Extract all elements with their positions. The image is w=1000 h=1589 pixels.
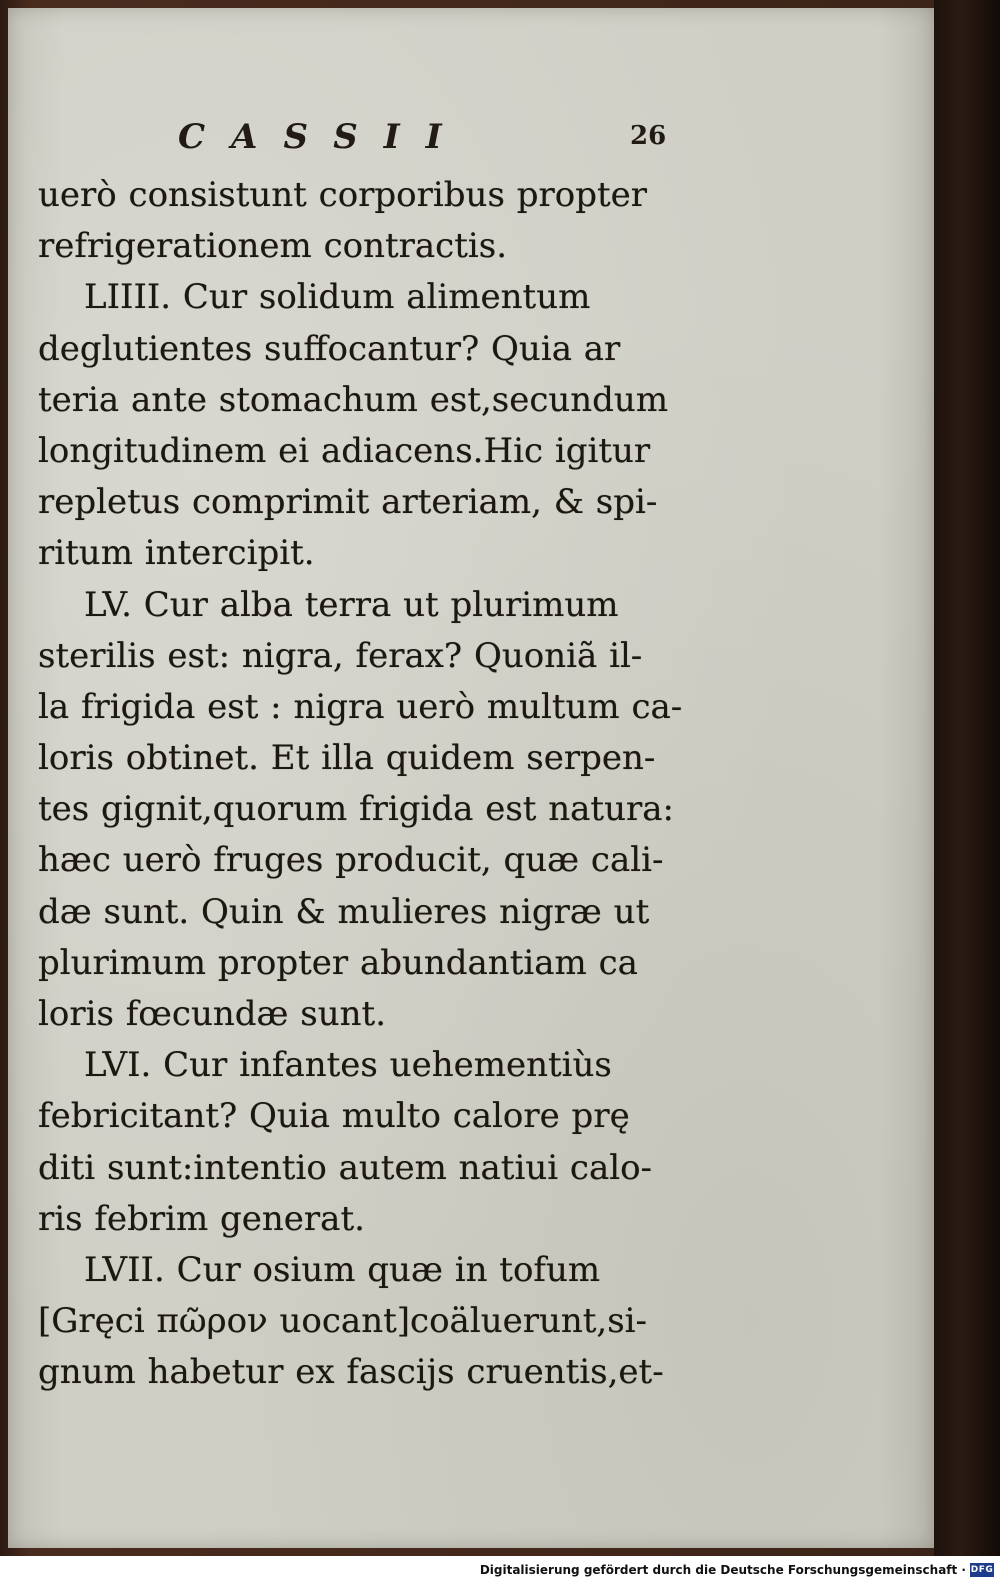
text-line: loris obtinet. Et illa quidem serpen- — [38, 738, 656, 779]
dfg-logo: DFG — [970, 1565, 994, 1575]
text-line: uerò consistunt corporibus propter — [38, 175, 647, 215]
book-page — [8, 8, 934, 1548]
text-line: loris fœcundæ sunt. — [38, 994, 387, 1034]
text-line: ris febrim generat. — [38, 1198, 365, 1239]
text-line: febricitant? Quia multo calore prę — [38, 1096, 630, 1137]
text-line: LV. Cur alba terra ut plurimum — [84, 584, 619, 625]
text-line: LVI. Cur infantes uehementiùs — [84, 1045, 612, 1086]
text-line: tes gignit,quorum frigida est natura: — [38, 789, 674, 830]
text-line: deglutientes suffocantur? Quia ar — [38, 328, 621, 369]
text-line: sterilis est: nigra, ferax? Quoniã il- — [38, 635, 643, 676]
digitization-footer — [0, 1556, 1000, 1589]
text-line: LVII. Cur osium quæ in tofum — [84, 1249, 601, 1290]
book-edge — [934, 0, 1000, 1556]
text-line: hæc uerò fruges producit, quæ cali- — [38, 840, 664, 881]
text-line: ritum intercipit. — [38, 533, 315, 574]
text-line: diti sunt:intentio autem natiui calo- — [38, 1147, 653, 1188]
text-line: gnum habetur ex fascijs cruentis,et- — [38, 1352, 664, 1393]
text-line: [Gręci πῶρον uocant]coäluerunt,si- — [38, 1301, 648, 1342]
page-number: 26 — [630, 121, 667, 151]
body-text — [38, 170, 688, 1399]
text-line: repletus comprimit arteriam, & spi- — [38, 482, 658, 523]
text-line: LIIII. Cur solidum alimentum — [84, 277, 591, 318]
text-line: refrigerationem contractis. — [38, 226, 507, 267]
running-head: CASSII — [178, 117, 468, 157]
page-header — [8, 113, 934, 163]
text-line: dæ sunt. Quin & mulieres nigræ ut — [38, 891, 650, 932]
text-line: teria ante stomachum est,secundum — [38, 379, 669, 420]
text-line: longitudinem ei adiacens.Hic igitur — [38, 430, 651, 471]
text-line: la frigida est : nigra uerò multum ca- — [38, 686, 683, 727]
text-line: plurimum propter abundantiam ca — [38, 942, 638, 983]
funding-credit: Digitalisierung gefördert durch die Deutsche Forschungsgemeinschaft · — [479, 1563, 966, 1577]
